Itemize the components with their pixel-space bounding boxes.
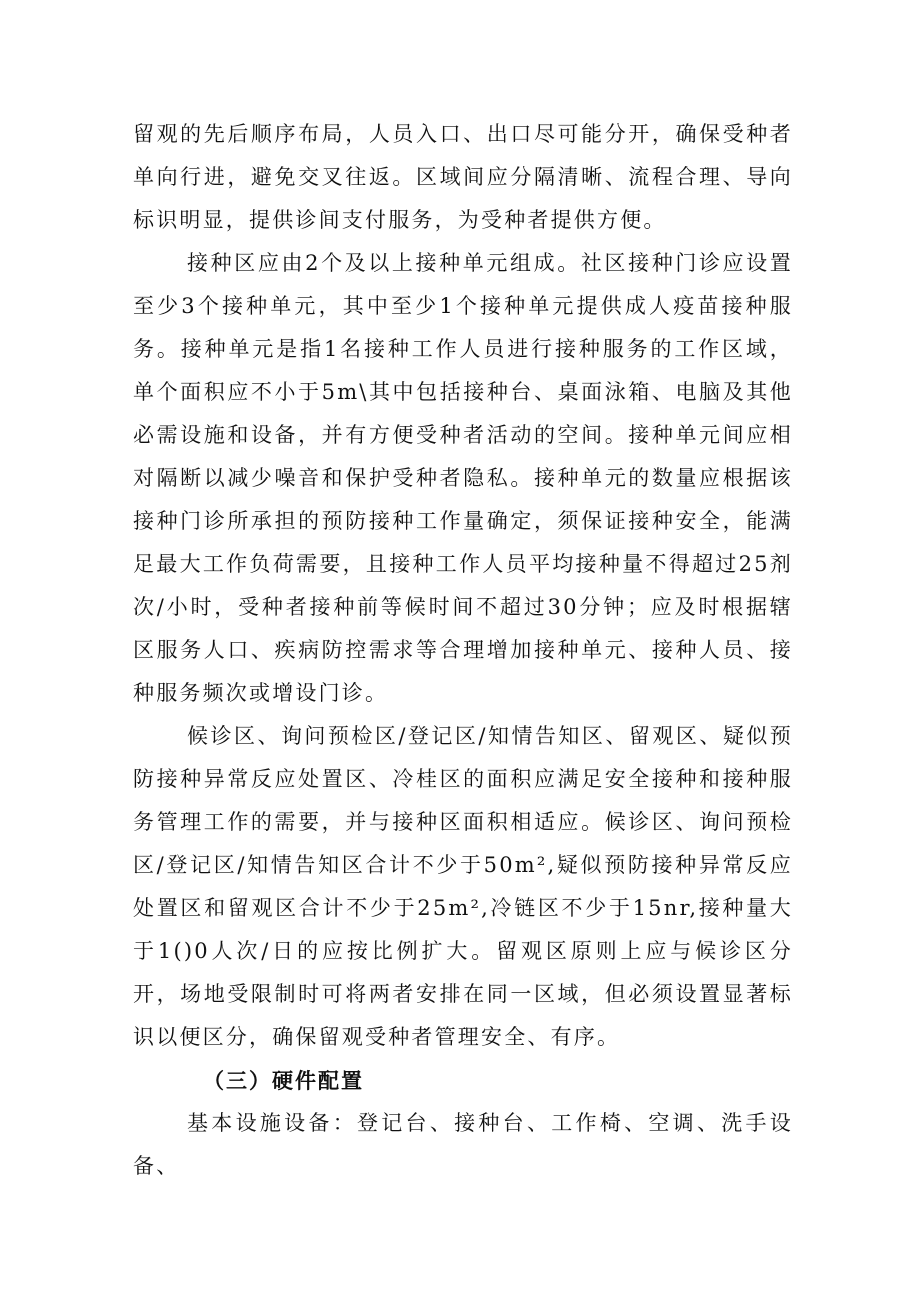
paragraph-area-requirements: 候诊区、询问预检区/登记区/知情告知区、留观区、疑似预防接种异常反应处置区、冷桂区的面积应满足安全接种和接种服务管理工作的需要，并与接种区面积相适应。候诊区、询问预检区/登记区/知情告知区合计不少于50m²,疑似预防接种异常反应处置区和留观区合计不少于25m²,冷链区不少于15nr,接种量大于1()0人次/日的应按比例扩大。留观区原则上应与候诊区分开，场地受限制时可将两者安排在同一区域，但必须设置显著标识以便区分，确保留观受种者管理安全、有序。 <box>133 724 793 1049</box>
document-body <box>133 113 793 1188</box>
paragraph-layout-continuation: 留观的先后顺序布局，人员入口、出口尽可能分开，确保受种者单向行进，避免交叉往返。区域间应分隔清晰、流程合理、导向标识明显，提供诊间支付服务，为受种者提供方便。 <box>133 122 793 232</box>
section-heading-hardware: （三）硬件配置 <box>203 1068 364 1093</box>
paragraph-basic-equipment: 基本设施设备：登记台、接种台、工作椅、空调、洗手设备、 <box>133 1111 793 1178</box>
paragraph-vaccination-units: 接种区应由2个及以上接种单元组成。社区接种门诊应设置至少3个接种单元，其中至少1个接种单元提供成人疫苗接种服务。接种单元是指1名接种工作人员进行接种服务的工作区域，单个面积应不小于5m\其中包括接种台、桌面泳箱、电脑及其他必需设施和设备，并有方便受种者活动的空间。接种单元间应相对隔断以减少噪音和保护受种者隐私。接种单元的数量应根据该接种门诊所承担的预防接种工作量确定，须保证接种安全，能满足最大工作负荷需要，且接种工作人员平均接种量不得超过25剂次/小时，受种者接种前等候时间不超过30分钟；应及时根据辖区服务人口、疾病防控需求等合理增加接种单元、接种人员、接种服务频次或增设门诊。 <box>133 251 793 705</box>
